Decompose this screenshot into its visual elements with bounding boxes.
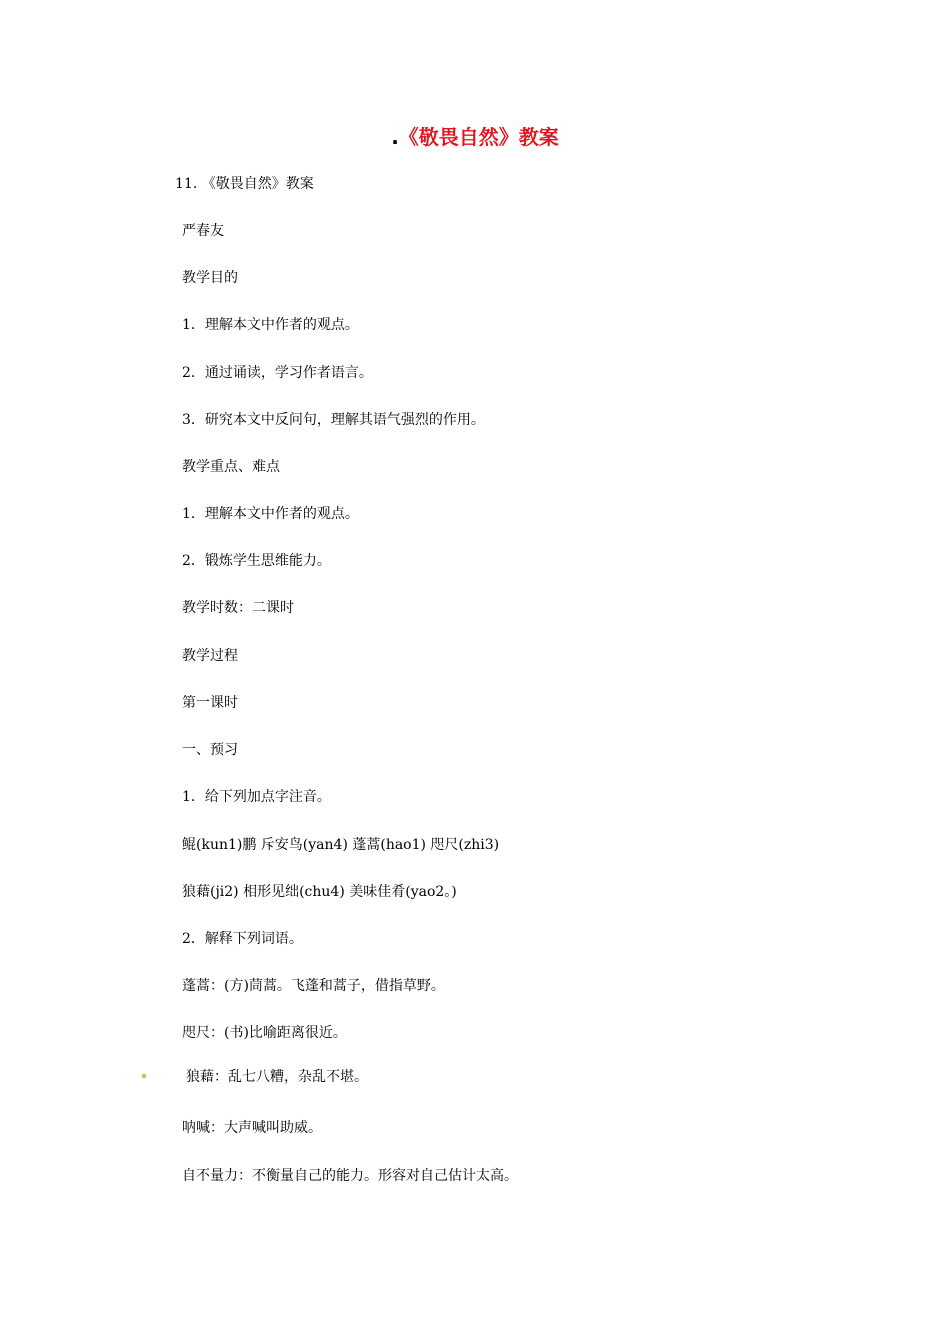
preview-task-2: 2．解释下列词语。 xyxy=(182,931,303,947)
title-prefix: . xyxy=(391,125,399,149)
definition-penghao: 蓬蒿：(方)茼蒿。飞蓬和蒿子，借指草野。 xyxy=(182,978,445,994)
goal-item-1: 1．理解本文中作者的观点。 xyxy=(182,317,359,333)
goal-item-3: 3．研究本文中反问句，理解其语气强烈的作用。 xyxy=(182,412,485,428)
preview-task-1: 1．给下列加点字注音。 xyxy=(182,789,331,805)
margin-marker-dot xyxy=(142,1074,146,1078)
section-heading-process: 教学过程 xyxy=(182,648,238,664)
pinyin-line-2: 狼藉(ji2) 相形见绌(chu4) 美味佳肴(yao2。) xyxy=(182,884,457,900)
class-hours: 教学时数：二课时 xyxy=(182,600,294,616)
goal-item-2: 2．通过诵读，学习作者语言。 xyxy=(182,365,373,381)
key-point-item-1: 1．理解本文中作者的观点。 xyxy=(182,506,359,522)
section-heading-goals: 教学目的 xyxy=(182,270,238,286)
key-point-item-2: 2．锻炼学生思维能力。 xyxy=(182,553,331,569)
lesson-heading: 11. 《敬畏自然》教案 xyxy=(175,176,314,192)
document-title xyxy=(0,120,950,154)
preview-heading: 一、预习 xyxy=(182,742,238,758)
definition-nahan: 呐喊：大声喊叫助威。 xyxy=(182,1120,322,1136)
first-lesson-heading: 第一课时 xyxy=(182,695,238,711)
title-text: 《敬畏自然》教案 xyxy=(398,125,559,149)
pinyin-line-1: 鲲(kun1)鹏 斥安鸟(yan4) 蓬蒿(hao1) 咫尺(zhi3) xyxy=(182,837,500,853)
definition-zhichi: 咫尺：(书)比喻距离很近。 xyxy=(182,1025,347,1041)
author-name: 严春友 xyxy=(182,223,224,239)
definition-langji: 狼藉：乱七八糟，杂乱不堪。 xyxy=(186,1069,368,1085)
definition-zibuliangli: 自不量力：不衡量自己的能力。形容对自己估计太高。 xyxy=(182,1168,518,1184)
section-heading-key-points: 教学重点、难点 xyxy=(182,459,280,475)
